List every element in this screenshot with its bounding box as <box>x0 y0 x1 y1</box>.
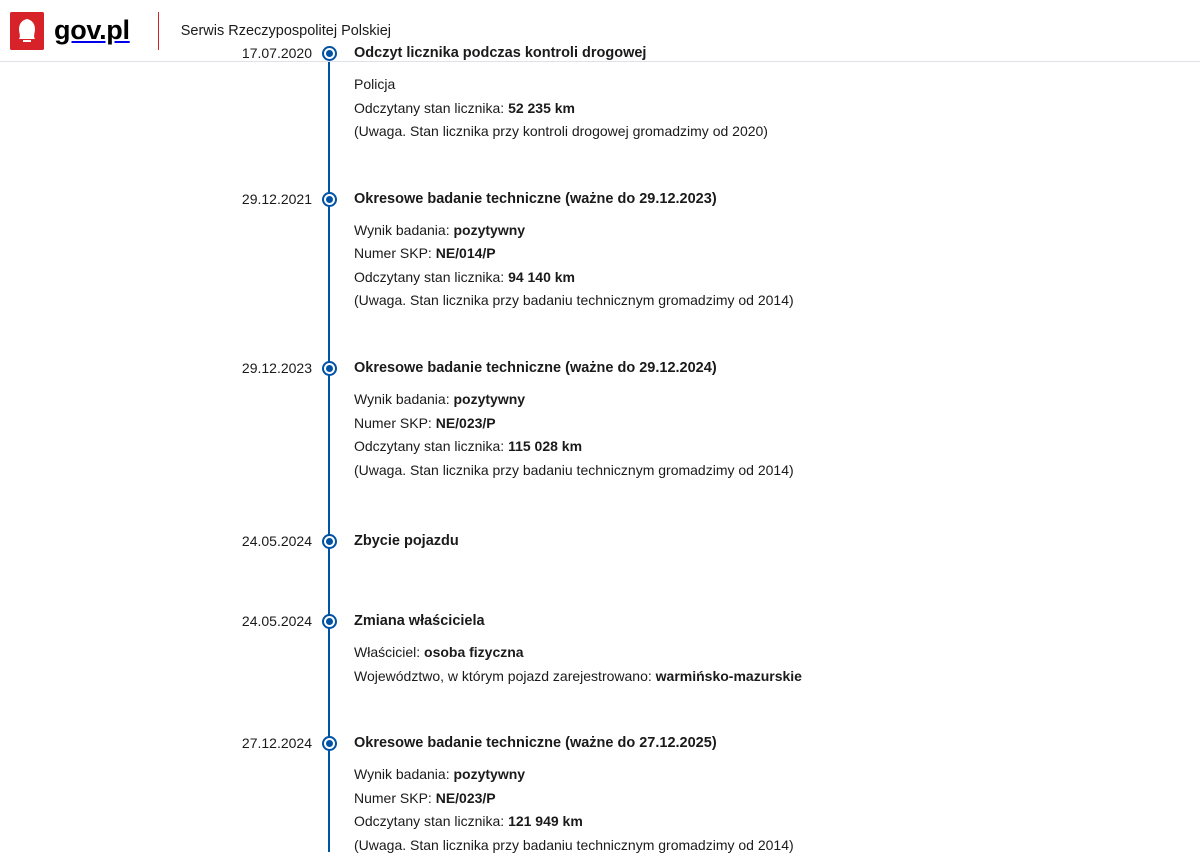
timeline-marker-icon <box>322 192 337 207</box>
event-detail-note <box>354 289 1180 313</box>
event-detail-label: (Uwaga. Stan licznika przy kontroli drogowej gromadzimy od 2020) <box>354 123 768 140</box>
event-detail-label: Numer SKP: <box>354 245 436 262</box>
event-marker-column <box>312 734 346 751</box>
event-detail-line <box>354 787 1180 811</box>
event-detail-label: (Uwaga. Stan licznika przy badaniu technicznym gromadzimy od 2014) <box>354 836 794 853</box>
event-detail-line <box>354 266 1180 290</box>
timeline-marker-icon <box>322 534 337 549</box>
event-title: Okresowe badanie techniczne (ważne do 29.12.2023) <box>354 190 717 207</box>
event-details <box>354 641 1180 688</box>
event-body <box>346 44 1200 144</box>
event-detail-label: Odczytany stan licznika: <box>354 268 509 285</box>
event-detail-label: Wynik badania: <box>354 390 454 407</box>
event-detail-line <box>354 97 1180 121</box>
event-detail-label: Właściciel: <box>354 644 425 661</box>
event-title: Odczyt licznika podczas kontroli drogowej <box>354 45 647 61</box>
event-date: 29.12.2021 <box>241 190 312 207</box>
event-details <box>354 73 1180 144</box>
event-date: 24.05.2024 <box>241 533 312 550</box>
event-detail-value: NE/014/P <box>435 245 496 262</box>
event-marker-column <box>312 359 346 376</box>
event-detail-line <box>354 388 1180 412</box>
event-marker-column <box>312 44 346 61</box>
event-body <box>346 190 1200 313</box>
event-detail-label: (Uwaga. Stan licznika przy badaniu technicznym gromadzimy od 2014) <box>354 461 794 478</box>
timeline-event <box>0 734 1200 857</box>
event-detail-value: pozytywny <box>453 766 526 783</box>
event-marker-column <box>312 612 346 629</box>
timeline-event <box>0 190 1200 313</box>
event-spacer <box>0 482 1200 532</box>
event-detail-label: Odczytany stan licznika: <box>354 813 509 830</box>
event-detail-value: NE/023/P <box>435 789 496 806</box>
event-detail-value: 115 028 km <box>508 438 583 455</box>
event-detail-line <box>354 810 1180 834</box>
event-details <box>354 219 1180 313</box>
vehicle-history-timeline <box>0 45 1200 853</box>
event-detail-label: Odczytany stan licznika: <box>354 99 509 116</box>
event-body <box>346 734 1200 857</box>
event-detail-line <box>354 412 1180 436</box>
event-title: Zbycie pojazdu <box>354 533 459 550</box>
event-details <box>354 388 1180 482</box>
header-subtitle: Serwis Rzeczypospolitej Polskiej <box>180 22 392 39</box>
event-detail-line <box>354 435 1180 459</box>
event-title: Zmiana właściciela <box>354 613 485 630</box>
event-detail-line <box>354 641 1180 665</box>
event-detail-value: 121 949 km <box>508 813 583 830</box>
event-spacer <box>0 688 1200 734</box>
event-spacer <box>0 144 1200 190</box>
timeline-event <box>0 532 1200 572</box>
brand-name: gov.pl <box>54 15 130 45</box>
timeline-content <box>0 44 1200 857</box>
event-body <box>346 612 1200 688</box>
timeline-event <box>0 612 1200 688</box>
event-detail-line <box>354 219 1180 243</box>
event-detail-line <box>354 763 1180 787</box>
timeline-marker-icon <box>322 614 337 629</box>
event-detail-value: 94 140 km <box>508 268 576 285</box>
timeline-marker-icon <box>322 361 337 376</box>
timeline-event <box>0 359 1200 482</box>
event-body <box>346 532 1200 550</box>
event-title: Okresowe badanie techniczne (ważne do 27.12.2025) <box>354 735 717 752</box>
event-detail-label: Numer SKP: <box>354 414 436 431</box>
event-detail-label: Odczytany stan licznika: <box>354 438 509 455</box>
event-detail-label: Policja <box>354 76 396 93</box>
event-body <box>346 359 1200 482</box>
event-title: Okresowe badanie techniczne (ważne do 29.12.2024) <box>354 359 717 376</box>
event-detail-line <box>354 73 1180 97</box>
event-detail-value: 52 235 km <box>508 99 576 116</box>
event-detail-note <box>354 120 1180 144</box>
event-detail-label: Numer SKP: <box>354 789 436 806</box>
event-detail-label: (Uwaga. Stan licznika przy badaniu technicznym gromadzimy od 2014) <box>354 292 794 309</box>
event-date: 24.05.2024 <box>241 613 312 630</box>
timeline-marker-icon <box>322 736 337 751</box>
event-detail-label: Wynik badania: <box>354 766 454 783</box>
event-date: 27.12.2024 <box>241 735 312 752</box>
event-detail-label: Wynik badania: <box>354 221 454 238</box>
timeline-marker-icon <box>322 46 337 61</box>
event-details <box>354 763 1180 857</box>
timeline-event <box>0 44 1200 144</box>
event-date: 29.12.2023 <box>241 359 312 376</box>
event-detail-value: osoba fizyczna <box>424 644 524 661</box>
event-marker-column <box>312 532 346 549</box>
event-detail-label: Województwo, w którym pojazd zarejestrowano: <box>354 667 656 684</box>
event-detail-value: pozytywny <box>453 221 526 238</box>
event-marker-column <box>312 190 346 207</box>
event-detail-line <box>354 665 1180 689</box>
event-detail-note <box>354 459 1180 483</box>
event-detail-line <box>354 242 1180 266</box>
event-detail-value: warmińsko-mazurskie <box>655 667 802 684</box>
event-spacer <box>0 313 1200 359</box>
event-spacer <box>0 572 1200 612</box>
event-detail-value: NE/023/P <box>435 414 496 431</box>
event-date: 17.07.2020 <box>241 45 312 61</box>
event-detail-value: pozytywny <box>453 390 526 407</box>
event-detail-note <box>354 834 1180 857</box>
